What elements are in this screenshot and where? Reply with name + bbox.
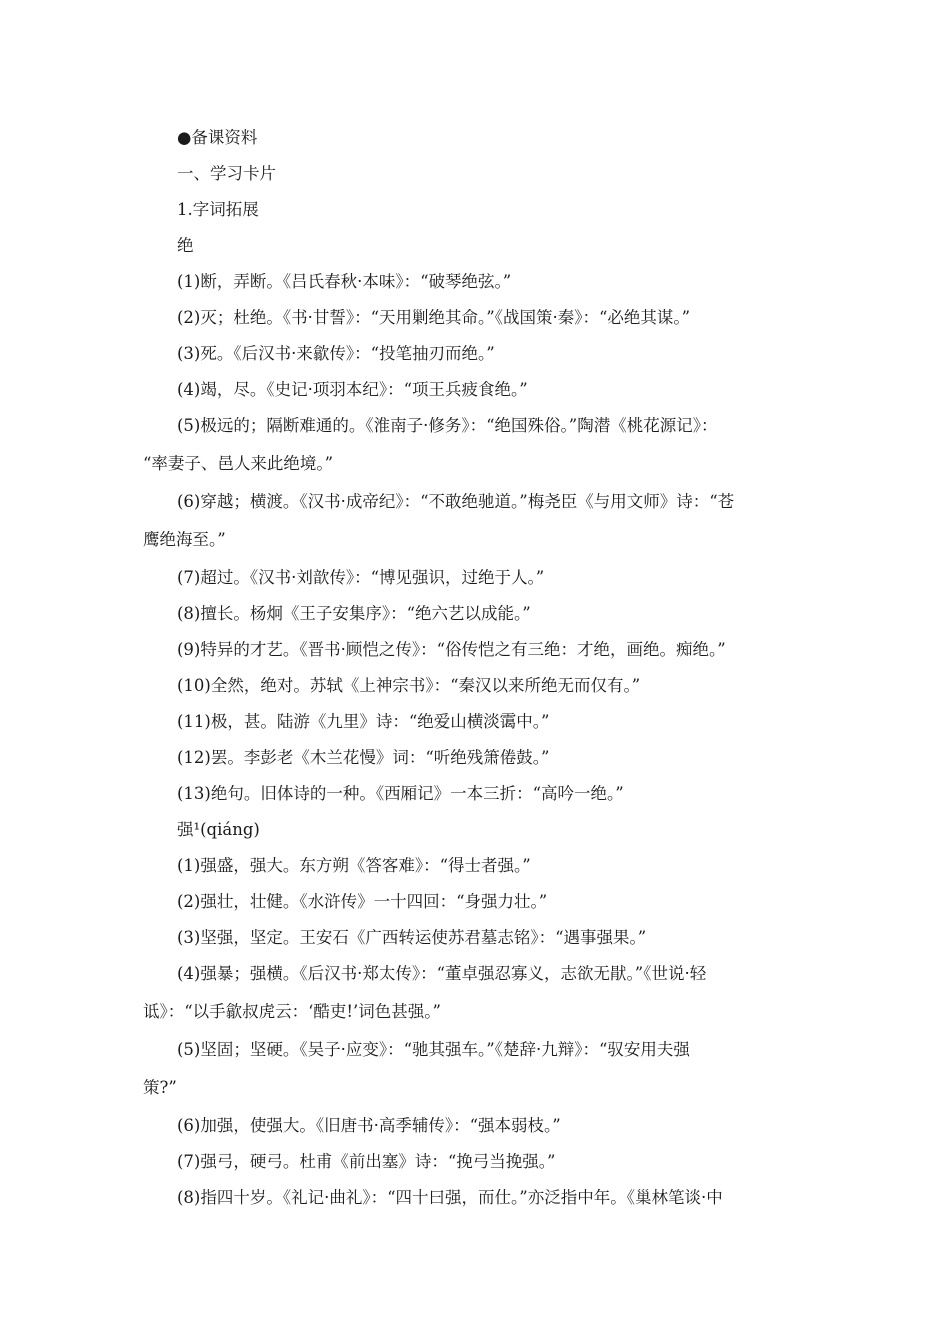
definition-line: (2)强壮，壮健。《水浒传》一十四回：“身强力壮。” [177, 892, 548, 911]
entry-word-jue: 绝 [177, 236, 194, 255]
definition-line: (5)极远的；隔断难通的。《淮南子·修务》：“绝国殊俗。”陶潜《桃花源记》： [177, 416, 718, 435]
definition-line: (10)全然，绝对。苏轼《上神宗书》：“秦汉以来所绝无而仅有。” [177, 676, 641, 695]
definition-line: (7)超过。《汉书·刘歆传》：“博见强识，过绝于人。” [177, 568, 545, 587]
definition-line: (4)竭，尽。《史记·项羽本纪》：“项王兵疲食绝。” [177, 380, 528, 399]
definition-line-continued: 诋》：“以手歙叔虎云：‘酷吏!’词色甚强。” [143, 1002, 441, 1021]
definition-line: (13)绝句。旧体诗的一种。《西厢记》一本三折：“高吟一绝。” [177, 784, 624, 803]
definition-line: (5)坚固；坚硬。《吴子·应变》：“驰其强车。”《楚辞·九辩》：“驭安用夫强 [177, 1040, 690, 1059]
definition-line: (11)极，甚。陆游《九里》诗：“绝爱山横淡霭中。” [177, 712, 550, 731]
definition-line: (2)灭；杜绝。《书·甘誓》：“天用剿绝其命。”《战国策·秦》：“必绝其谋。” [177, 308, 691, 327]
section-title: 一、学习卡片 [177, 164, 276, 183]
definition-line: (7)强弓，硬弓。杜甫《前出塞》诗：“挽弓当挽强。” [177, 1152, 556, 1171]
definition-line-continued: 鹰绝海至。” [143, 530, 226, 549]
definition-line-continued: 策?” [143, 1078, 177, 1097]
definition-line: (12)罢。李彭老《木兰花慢》词：“听绝残箫倦鼓。” [177, 748, 550, 767]
definition-line: (3)死。《后汉书·来歙传》：“投笔抽刃而绝。” [177, 344, 495, 363]
definition-line: (6)加强，使强大。《旧唐书·高季辅传》：“强本弱枝。” [177, 1116, 561, 1135]
definition-line: (4)强暴；强横。《后汉书·郑太传》：“董卓强忍寡义，志欲无猒。”《世说·轻 [177, 964, 707, 983]
definition-line: (1)断，弄断。《吕氏春秋·本味》：“破琴绝弦。” [177, 272, 512, 291]
definition-line: (8)指四十岁。《礼记·曲礼》：“四十曰强，而仕。”亦泛指中年。《巢林笔谈·中 [177, 1188, 723, 1207]
section-marker-header: ●备课资料 [177, 128, 258, 147]
definition-line: (8)擅长。杨炯《王子安集序》：“绝六艺以成能。” [177, 604, 531, 623]
subsection-title: 1.字词拓展 [177, 200, 259, 219]
definition-line: (3)坚强，坚定。王安石《广西转运使苏君墓志铭》：“遇事强果。” [177, 928, 647, 947]
definition-line-continued: “率妻子、邑人来此绝境。” [143, 454, 334, 473]
definition-line: (9)特异的才艺。《晋书·顾恺之传》：“俗传恺之有三绝：才绝，画绝。痴绝。” [177, 640, 726, 659]
entry-word-qiang: 强¹(qiáng) [177, 820, 260, 839]
definition-line: (1)强盛，强大。东方朔《答客难》：“得士者强。” [177, 856, 531, 875]
definition-line: (6)穿越；横渡。《汉书·成帝纪》：“不敢绝驰道。”梅尧臣《与用文师》诗：“苍 [177, 492, 735, 511]
